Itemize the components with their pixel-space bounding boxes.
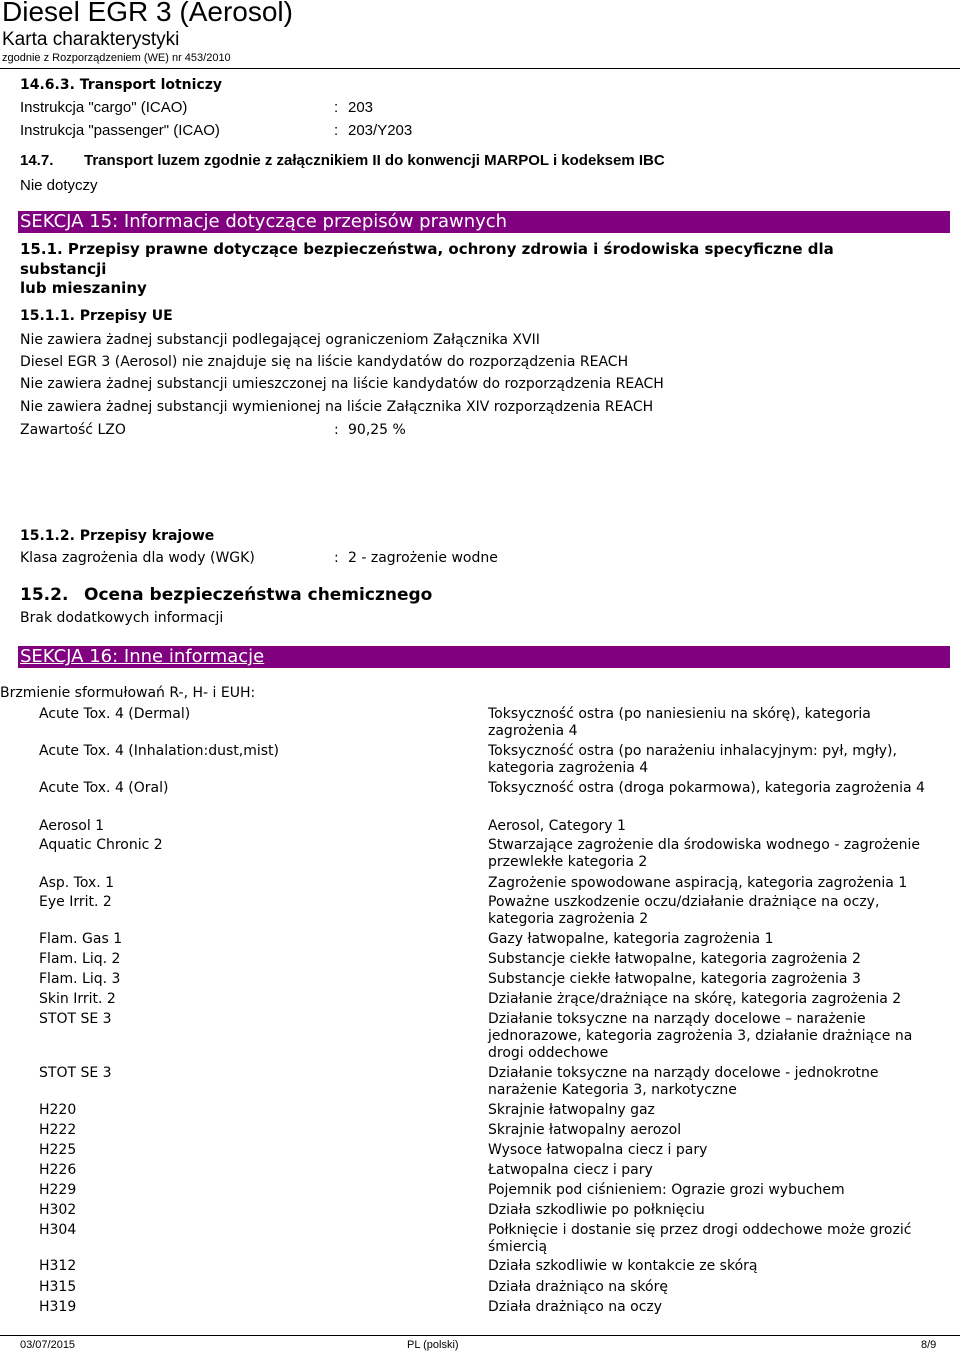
passenger-value: 203/Y203: [348, 122, 413, 139]
phrase-code: Skin Irrit. 2: [39, 991, 116, 1007]
footer-divider: [0, 1335, 960, 1336]
phrase-code: H222: [39, 1122, 77, 1138]
phrase-code: Acute Tox. 4 (Oral): [39, 780, 169, 796]
section-16-title: SEKCJA 16: Inne informacje: [20, 646, 265, 667]
phrase-description: Połknięcie i dostanie się przez drogi oddechowe może grozić śmiercią: [488, 1222, 912, 1255]
phrase-description: Toksyczność ostra (po narażeniu inhalacyjnym: pył, mgły), kategoria zagrożenia 4: [488, 743, 897, 776]
phrase-description: Działanie toksyczne na narządy docelowe - jednokrotne narażenie Kategoria 3, narkotyczne: [488, 1065, 879, 1098]
eu-line: Nie zawiera żadnej substancji umieszczonej na liście kandydatów do rozporządzenia REACH: [20, 376, 664, 392]
phrase-description: Zagrożenie spowodowane aspiracją, kategoria zagrożenia 1: [488, 875, 908, 891]
heading-15-1-2: 15.1.2. Przepisy krajowe: [20, 528, 215, 544]
phrase-code: H229: [39, 1182, 77, 1198]
section-16-bar: [18, 646, 950, 668]
phrase-code: STOT SE 3: [39, 1065, 112, 1081]
phrase-description: Aerosol, Category 1: [488, 818, 626, 834]
voc-value: 90,25 %: [348, 422, 406, 438]
heading-14-7-number: 14.7.: [20, 152, 54, 169]
phrase-description: Skrajnie łatwopalny aerozol: [488, 1122, 682, 1138]
phrase-code: Eye Irrit. 2: [39, 894, 112, 910]
phrase-description: Pojemnik pod ciśnieniem: Ograzie grozi wybuchem: [488, 1182, 845, 1198]
phrase-description: Poważne uszkodzenie oczu/działanie drażniące na oczy, kategoria zagrożenia 2: [488, 894, 880, 927]
passenger-label: Instrukcja "passenger" (ICAO): [20, 122, 220, 139]
voc-separator: :: [334, 422, 339, 438]
phrase-code: H302: [39, 1202, 77, 1218]
phrase-code: Aerosol 1: [39, 818, 105, 834]
phrase-description: Skrajnie łatwopalny gaz: [488, 1102, 655, 1118]
phrase-code: STOT SE 3: [39, 1011, 112, 1027]
voc-label: Zawartość LZO: [20, 422, 126, 438]
heading-15-1-line2: substancji: [20, 260, 107, 278]
eu-line: Nie zawiera żadnej substancji podlegającej ograniczeniom Załącznika XVII: [20, 332, 540, 348]
heading-15-1-line3: lub mieszaniny: [20, 279, 147, 297]
footer-page-number: 8/9: [921, 1339, 937, 1351]
phrase-code: Aquatic Chronic 2: [39, 837, 163, 853]
phrase-description: Działa drażniąco na oczy: [488, 1299, 663, 1315]
wgk-value: 2 - zagrożenie wodne: [348, 550, 498, 566]
cargo-label: Instrukcja "cargo" (ICAO): [20, 99, 188, 116]
document-title: Diesel EGR 3 (Aerosol): [2, 0, 293, 27]
chemical-safety-text: Brak dodatkowych informacji: [20, 610, 224, 626]
heading-14-6-3: 14.6.3. Transport lotniczy: [20, 77, 223, 93]
phrase-code: H312: [39, 1258, 77, 1274]
section-15-title: SEKCJA 15: Informacje dotyczące przepisów prawnych: [20, 211, 508, 232]
phrases-intro: Brzmienie sformułowań R-, H- i EUH:: [0, 685, 256, 701]
phrase-description: Łatwopalna ciecz i pary: [488, 1162, 653, 1178]
eu-line: Diesel EGR 3 (Aerosol) nie znajduje się na liście kandydatów do rozporządzenia REACH: [20, 354, 629, 370]
phrase-description: Działa szkodliwie w kontakcie ze skórą: [488, 1258, 758, 1274]
phrase-description: Działa drażniąco na skórę: [488, 1279, 668, 1295]
cargo-separator: :: [334, 99, 339, 116]
eu-line: Nie zawiera żadnej substancji wymienionej na liście Załącznika XIV rozporządzenia REACH: [20, 399, 654, 415]
phrase-code: Asp. Tox. 1: [39, 875, 115, 891]
document-subtitle: Karta charakterystyki: [2, 29, 180, 50]
header-divider: [0, 68, 960, 69]
phrase-code: Flam. Liq. 3: [39, 971, 121, 987]
phrase-code: Acute Tox. 4 (Inhalation:dust,mist): [39, 743, 279, 759]
heading-15-2: Ocena bezpieczeństwa chemicznego: [84, 585, 433, 605]
section-15-bar: [18, 211, 950, 233]
phrase-description: Toksyczność ostra (po naniesieniu na skórę), kategoria zagrożenia 4: [488, 706, 871, 739]
phrase-description: Toksyczność ostra (droga pokarmowa), kategoria zagrożenia 4: [488, 780, 925, 796]
phrase-code: H226: [39, 1162, 77, 1178]
phrase-description: Działanie żrące/drażniące na skórę, kategoria zagrożenia 2: [488, 991, 902, 1007]
heading-15-1-line1: 15.1. Przepisy prawne dotyczące bezpieczeństwa, ochrony zdrowia i środowiska specyficzne dla: [20, 240, 834, 258]
phrase-description: Substancje ciekłe łatwopalne, kategoria zagrożenia 2: [488, 951, 861, 967]
phrase-code: Acute Tox. 4 (Dermal): [39, 706, 191, 722]
phrase-description: Stwarzające zagrożenie dla środowiska wodnego - zagrożenie przewlekłe kategoria 2: [488, 837, 920, 870]
marpol-text: Nie dotyczy: [20, 177, 98, 194]
phrase-description: Działanie toksyczne na narządy docelowe – narażenie jednorazowe, kategoria zagrożenia 3, działanie drażniące na drogi oddechowe: [488, 1011, 913, 1061]
phrase-code: H315: [39, 1279, 77, 1295]
phrase-code: H304: [39, 1222, 77, 1238]
phrase-description: Wysoce łatwopalna ciecz i pary: [488, 1142, 708, 1158]
phrase-code: Flam. Liq. 2: [39, 951, 121, 967]
phrase-description: Gazy łatwopalne, kategoria zagrożenia 1: [488, 931, 774, 947]
wgk-label: Klasa zagrożenia dla wody (WGK): [20, 550, 255, 566]
passenger-separator: :: [334, 122, 339, 139]
phrase-code: H220: [39, 1102, 77, 1118]
wgk-separator: :: [334, 550, 339, 566]
phrase-description: Substancje ciekłe łatwopalne, kategoria zagrożenia 3: [488, 971, 861, 987]
heading-15-2-number: 15.2.: [20, 585, 69, 605]
phrase-description: Działa szkodliwie po połknięciu: [488, 1202, 705, 1218]
regulation-note: zgodnie z Rozporządzeniem (WE) nr 453/2010: [2, 52, 231, 64]
heading-14-7: Transport luzem zgodnie z załącznikiem II do konwencji MARPOL i kodeksem IBC: [84, 152, 665, 169]
phrase-code: H319: [39, 1299, 77, 1315]
phrase-code: Flam. Gas 1: [39, 931, 123, 947]
footer-date: 03/07/2015: [20, 1339, 76, 1351]
heading-15-1-1: 15.1.1. Przepisy UE: [20, 308, 173, 324]
cargo-value: 203: [348, 99, 374, 116]
phrase-code: H225: [39, 1142, 77, 1158]
footer-language: PL (polski): [407, 1339, 459, 1351]
